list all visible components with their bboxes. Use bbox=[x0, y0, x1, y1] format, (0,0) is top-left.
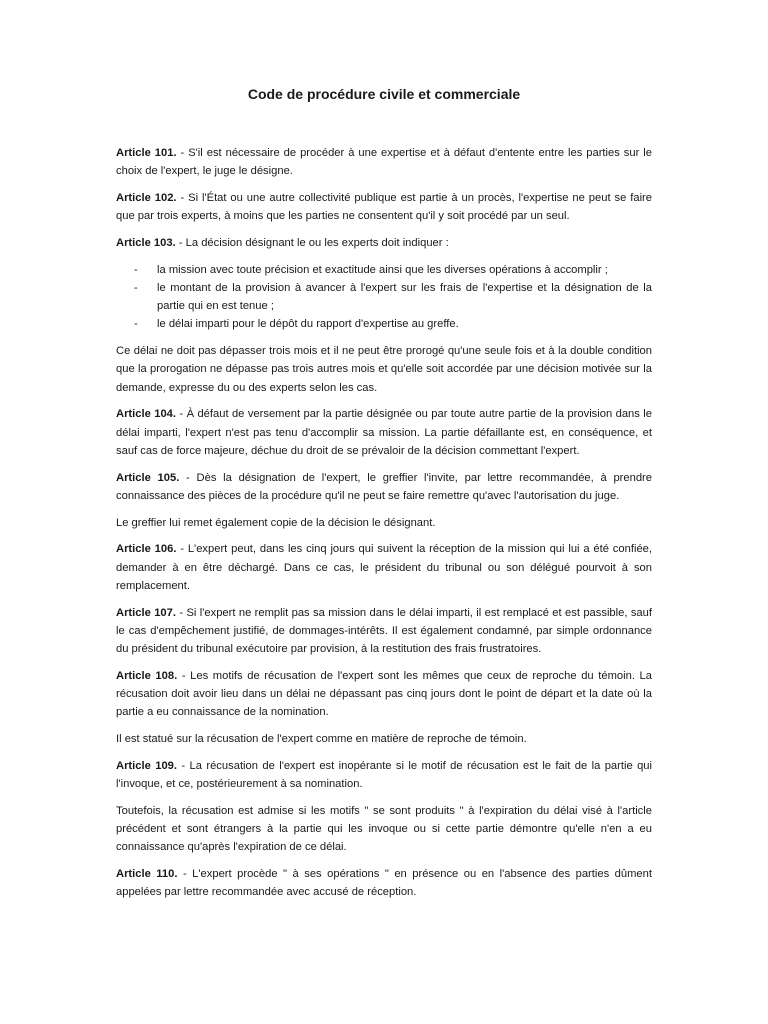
article-label: Article 103. bbox=[116, 237, 176, 249]
article-103 bbox=[116, 234, 652, 252]
article-108 bbox=[116, 667, 652, 722]
list-marker: - bbox=[134, 263, 138, 276]
list-marker: - bbox=[134, 282, 138, 294]
article-text: - La décision désignant le ou les experts doit indiquer : bbox=[175, 237, 449, 249]
article-text: - Dès la désignation de l'expert, le greffier l'invite, par lettre recommandée, à prendre connaissance des pièces de la procédure qu'il ne peut se faire remettre qu'avec l'autorisation du juge. bbox=[116, 471, 652, 502]
article-105 bbox=[116, 469, 652, 505]
list-item: - la mission avec toute précision et exactitude ainsi que les diverses opérations à accomplir ; bbox=[116, 261, 652, 279]
article-text: - Si l'État ou une autre collectivité publique est partie à un procès, l'expertise ne peut se faire que par trois experts, à moins que les parties ne consentent qu'il y soit procédé par un seul. bbox=[116, 192, 652, 223]
paragraph: Le greffier lui remet également copie de la décision le désignant. bbox=[116, 516, 436, 529]
article-106 bbox=[116, 540, 652, 595]
article-text: - L'expert procède " à ses opérations " en présence ou en l'absence des parties dûment appelées par lettre recommandée avec accusé de réception. bbox=[116, 868, 652, 899]
paragraph: Toutefois, la récusation est admise si les motifs " se sont produits " à l'expiration du délai visé à l'article précédent et sont étrangers à la partie qui les invoque ou si cette partie démontre qu'elle n'en a eu connaissance qu'après l'expiration de ce délai. bbox=[116, 804, 652, 854]
article-label: Article 101. bbox=[116, 147, 177, 159]
article-text: - À défaut de versement par la partie désignée ou par toute autre partie de la provision dans le délai imparti, l'expert n'est pas tenu d'accomplir sa mission. La partie défaillante est, en conséquence, et sauf cas de force majeure, déchue du droit de se prévaloir de la décision commettant l'expert. bbox=[116, 408, 652, 457]
article-text: - Les motifs de récusation de l'expert sont les mêmes que ceux de reproche du témoin. La récusation doit avoir lieu dans un délai ne dépassant pas cinq jours dont le point de départ et la date où la partie a eu connaissance de la nomination. bbox=[116, 669, 652, 719]
list-marker: - bbox=[134, 318, 138, 331]
article-110 bbox=[116, 865, 652, 901]
article-label: Article 109. bbox=[116, 759, 177, 772]
article-text: - La récusation de l'expert est inopérante si le motif de récusation est le fait de la partie qui l'invoque, et ce, postérieurement à sa nomination. bbox=[116, 759, 653, 791]
article-103-list bbox=[116, 261, 652, 334]
list-item: - le délai imparti pour le dépôt du rapport d'expertise au greffe. bbox=[116, 315, 652, 333]
article-label: Article 107. bbox=[116, 606, 176, 619]
article-text: - S'il est nécessaire de procéder à une expertise et à défaut d'entente entre les parties sur le choix de l'expert, le juge le désigne. bbox=[116, 147, 653, 178]
paragraph: Ce délai ne doit pas dépasser trois mois et il ne peut être prorogé qu'une seule fois et à la double condition que la prorogation ne dépasse pas trois autres mois et qu'elle soit accordée par une décision motivée sur la demande, expresse du ou des experts selon les cas. bbox=[116, 345, 652, 394]
article-107 bbox=[116, 604, 652, 659]
article-label: Article 105. bbox=[116, 471, 180, 484]
article-109 bbox=[116, 757, 652, 793]
document-page bbox=[116, 84, 652, 910]
list-item: - le montant de la provision à avancer à l'expert sur les frais de l'expertise et la désignation de la partie qui en est tenue ; bbox=[116, 279, 652, 315]
article-label: Article 104. bbox=[116, 408, 177, 421]
article-label: Article 108. bbox=[116, 669, 178, 682]
article-102 bbox=[116, 189, 652, 225]
document-title: Code de procédure civile et commerciale bbox=[247, 86, 521, 102]
article-text: - L'expert peut, dans les cinq jours qui suivent la réception de la mission qui lui a été confiée, demander à en être déchargé. Dans ce cas, le président du tribunal ou son délégué pourvoit à son remplacement. bbox=[116, 543, 652, 592]
article-label: Article 110. bbox=[116, 868, 178, 881]
article-label: Article 106. bbox=[116, 543, 177, 556]
article-label: Article 102. bbox=[116, 192, 177, 204]
article-text: - Si l'expert ne remplit pas sa mission dans le délai imparti, il est remplacé et est passible, sauf le cas d'empêchement justifié, de dommages-intérêts. Il est également condamné, par simple ordonnance du président du tribunal exécutoire par provision, à la restitution des frais frustratoires. bbox=[116, 606, 652, 656]
article-101 bbox=[116, 144, 652, 180]
paragraph: Il est statué sur la récusation de l'expert comme en matière de reproche de témoin. bbox=[116, 733, 527, 746]
article-104 bbox=[116, 405, 652, 460]
